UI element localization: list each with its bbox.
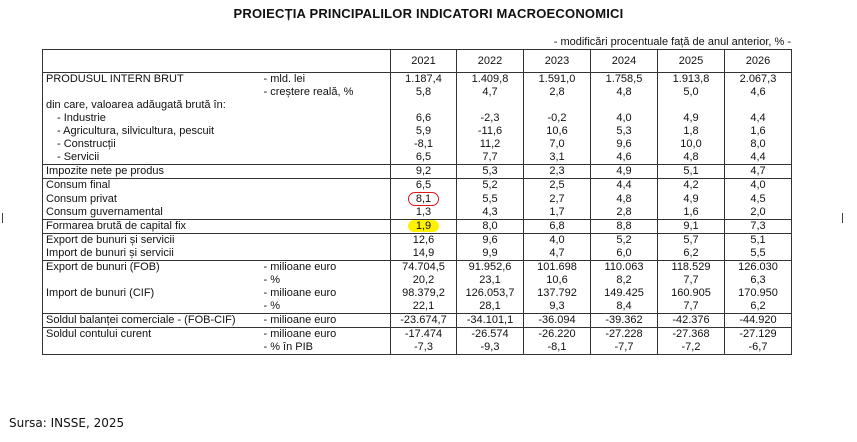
row-label: Export de bunuri (FOB) [43,261,261,275]
cell-value: 6,2 [683,247,699,259]
cell-value: 4,8 [616,86,632,98]
table-row [43,261,792,275]
cell-value: 1.187,4 [405,73,442,85]
year-header: 2026 [725,50,792,73]
cell-value: -17.474 [404,328,443,340]
cell-value: 9,3 [549,300,565,312]
row-label: Impozite nete pe produs [43,165,261,179]
cell-value: 28,1 [479,300,501,312]
row-unit: - milioane euro [261,328,391,342]
cell-value: 110.063 [604,261,644,273]
cell-value: 20,2 [412,274,435,286]
cell-value: -44.920 [739,314,777,326]
cell-value: 5,0 [683,86,699,98]
cell-value: -0,2 [547,112,567,124]
cell-value: 2,0 [750,206,766,218]
row-label: Consum guvernamental [43,206,261,220]
cell-value: 5,2 [616,234,632,246]
row-unit [261,247,391,261]
cell-value: 4,0 [750,179,766,191]
cell-value: 9,6 [616,138,632,150]
row-label: Import de bunuri și servicii [43,247,261,261]
row-label: - Agricultura, silvicultura, pescuit [43,125,261,138]
row-unit [261,125,391,138]
cell-value: 11,2 [479,138,501,150]
table-row [43,125,792,138]
row-label: - Industrie [43,112,261,125]
row-label: - Servicii [43,151,261,165]
cell-value: 137.792 [537,287,577,299]
cell-value: -2,3 [480,112,500,124]
cell-value: 5,2 [482,179,498,191]
cell-value: 118.529 [671,261,711,273]
cell-value: 126.030 [738,261,778,273]
cell-value: 5,5 [482,192,498,205]
cell-value: 9,9 [482,247,498,259]
margin-tick-left [2,213,3,223]
row-label: Export de bunuri și servicii [43,234,261,248]
cell-value: 5,1 [750,234,766,246]
cell-value: 4,7 [549,247,565,259]
cell-value: -23.674,7 [400,314,447,326]
row-unit [261,206,391,220]
cell-value: 4,7 [482,86,498,98]
cell-value: 8,0 [750,138,766,150]
table-row [43,192,792,206]
row-label: PRODUSUL INTERN BRUT [43,73,261,87]
row-unit [261,112,391,125]
cell-value: 5,5 [750,247,766,259]
row-unit: - % în PIB [261,341,391,355]
cell-value: 4,0 [616,112,632,124]
cell-value: -27.368 [672,328,710,340]
cell-value: 7,0 [549,138,565,150]
row-unit: - creștere reală, % [261,86,391,99]
cell-value: 4,9 [616,165,632,177]
cell-value: 126.053,7 [465,287,515,299]
cell-value: 149.425 [604,287,644,299]
table-row [43,247,792,261]
row-unit [261,138,391,151]
table-header-row [43,50,792,73]
year-header: 2021 [391,50,457,73]
row-unit [261,151,391,165]
cell-value: 5,1 [683,165,699,177]
table-row [43,328,792,342]
cell-value: -34.101,1 [466,314,514,326]
cell-value: 5,7 [683,234,699,246]
cell-value: -11,6 [477,125,503,137]
row-label [43,341,261,355]
cell-value: 1.409,8 [471,73,509,85]
cell-value: 2,8 [616,206,632,218]
year-header: 2022 [457,50,524,73]
table-row [43,138,792,151]
table-row [43,86,792,99]
cell-value: 3,1 [549,151,565,163]
table-row [43,300,792,314]
cell-value: 9,1 [683,220,699,232]
cell-value: 4,4 [616,179,632,191]
row-unit: - milioane euro [261,261,391,275]
cell-value: 4,7 [750,165,766,177]
row-unit [261,234,391,248]
cell-value: 1,6 [683,206,699,218]
cell-value: 4,4 [750,112,766,124]
cell-value: 9,6 [482,234,498,246]
cell-value: -9,3 [480,341,500,353]
cell-value: 4,4 [750,151,766,163]
page-title: PROIECȚIA PRINCIPALILOR INDICATORI MACROECONOMICI [233,6,624,21]
cell-value: 7,7 [683,274,699,286]
cell-value: 6,5 [415,151,432,163]
cell-value: 4,0 [549,234,565,246]
cell-value: 1,8 [683,125,699,137]
cell-value: 4,2 [683,179,699,191]
cell-value: -8,1 [547,341,567,353]
cell-value: 101.698 [537,261,577,273]
cell-value: -26.220 [538,328,576,340]
cell-value: -36.094 [538,314,576,326]
table-row [43,112,792,125]
row-unit [261,220,391,234]
cell-value: 98.379,2 [402,287,445,299]
cell-value: 4,9 [683,112,699,124]
cell-value: 4,8 [616,192,632,205]
cell-value: 5,8 [415,86,432,98]
cell-value: 10,0 [680,138,702,150]
cell-value: 2.067,3 [739,73,777,85]
cell-value: 1.758,5 [605,73,643,85]
cell-value: 5,9 [415,125,432,137]
row-label: Consum privat [43,192,261,206]
cell-value: 7,7 [683,300,699,312]
year-header: 2023 [524,50,591,73]
table-row [43,99,792,112]
cell-value: 22,1 [412,300,435,312]
cell-value: 6,3 [750,274,766,286]
unit-note: - modificări procentuale față de anul anterior, % - [553,36,791,48]
cell-value: 1,3 [415,206,432,218]
cell-value: 10,6 [546,125,568,137]
cell-value: -7,7 [614,341,634,353]
cell-value: 12,6 [412,234,435,246]
cell-value: -8,1 [414,138,433,150]
cell-value: 2,8 [549,86,565,98]
cell-value: 1.591,0 [538,73,576,85]
table-row [43,287,792,300]
table-row [43,165,792,179]
source-note: Sursa: INSSE, 2025 [9,416,125,430]
table-row [43,220,792,234]
cell-value: 6,2 [750,300,766,312]
cell-value: 1,6 [750,125,766,137]
cell-value: 170.950 [738,287,778,299]
cell-value: 4,6 [750,86,766,98]
table-row [43,179,792,193]
row-label [43,274,261,287]
row-label: Formarea brută de capital fix [43,220,261,234]
cell-value: 10,6 [546,274,568,286]
cell-value: 6,5 [415,179,432,191]
table-row [43,274,792,287]
row-unit [261,192,391,206]
row-label: Import de bunuri (CIF) [43,287,261,300]
cell-value: 4,5 [750,192,766,205]
table-row [43,341,792,355]
cell-value: -6,7 [748,341,768,353]
cell-value: -39.362 [605,314,643,326]
cell-value: 4,6 [616,151,632,163]
cell-value: 1,7 [549,206,565,218]
row-unit: - % [261,300,391,314]
cell-value: 8,2 [616,274,632,286]
cell-value: -42.376 [672,314,710,326]
cell-value: 7,3 [750,220,766,232]
row-label: - Construcții [43,138,261,151]
cell-value: 4,3 [482,206,498,218]
cell-value: 5,3 [616,125,632,137]
row-unit: - mld. lei [261,73,391,87]
row-unit: - milioane euro [261,314,391,328]
cell-value: 8,0 [482,220,498,232]
cell-value: 6,8 [549,220,565,232]
cell-value: 9,2 [415,165,432,177]
highlighted-value: 1,9 [408,220,439,232]
macro-indicators-table [42,49,792,355]
cell-value: 6,0 [616,247,632,259]
cell-value: 5,3 [482,165,498,177]
table-row [43,234,792,248]
row-label [43,86,261,99]
circled-value: 8,1 [408,192,439,206]
cell-value: 4,9 [683,192,699,205]
row-label [43,300,261,314]
cell-value: 2,5 [549,179,565,191]
cell-value: -7,2 [681,341,701,353]
cell-value: 7,7 [482,151,498,163]
cell-value: -27.129 [739,328,777,340]
year-header: 2025 [658,50,725,73]
table-row [43,314,792,328]
row-unit: - milioane euro [261,287,391,300]
cell-value: 2,3 [549,165,565,177]
row-label: Soldul balanței comerciale - (FOB-CIF) [43,314,261,328]
cell-value: 1.913,8 [672,73,710,85]
table-row [43,151,792,165]
cell-value: 2,7 [549,192,565,205]
row-unit [261,165,391,179]
row-unit: - % [261,274,391,287]
cell-value: 91.952,6 [468,261,512,273]
cell-value: -7,3 [414,341,433,353]
cell-value: 14,9 [412,247,435,259]
cell-value: 74.704,5 [402,261,445,273]
row-unit [261,179,391,193]
cell-value: 6,6 [415,112,432,124]
cell-value: 8,8 [616,220,632,232]
row-label: Soldul contului curent [43,328,261,342]
cell-value: -27.228 [605,328,643,340]
cell-value: 8,4 [616,300,632,312]
margin-tick-right [842,213,843,223]
cell-value: 160.905 [671,287,711,299]
row-label: Consum final [43,179,261,193]
row-unit [261,99,391,112]
table-row [43,206,792,220]
cell-value: 23,1 [479,274,501,286]
row-label: din care, valoarea adăugată brută în: [43,99,261,112]
year-header: 2024 [591,50,658,73]
cell-value: 4,8 [683,151,699,163]
cell-value: -26.574 [471,328,509,340]
table-row [43,73,792,87]
